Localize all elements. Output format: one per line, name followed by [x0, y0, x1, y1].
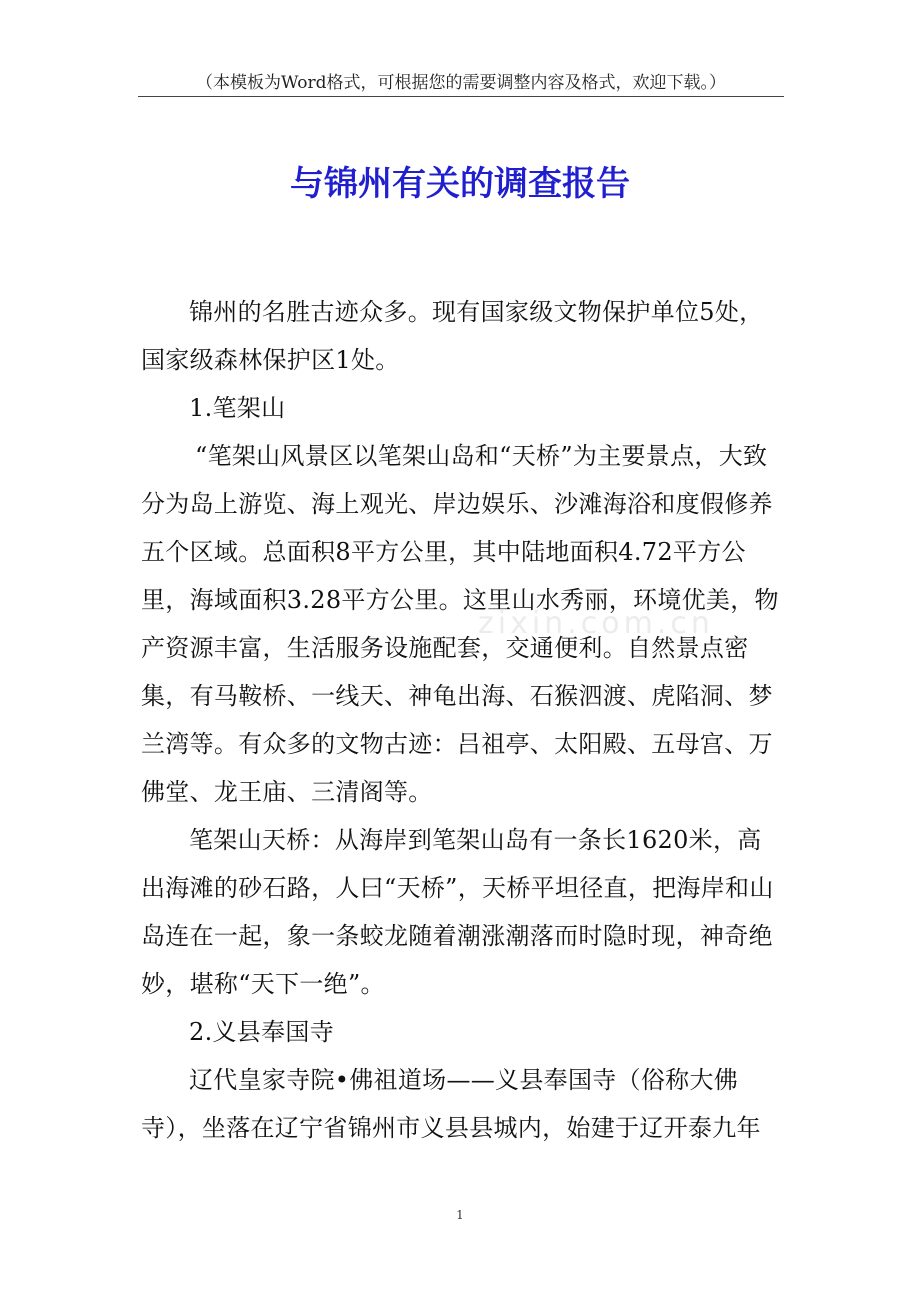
- paragraph-sky-bridge: 笔架山天桥：从海岸到笔架山岛有一条长1620米，高出海滩的砂石路，人曰“天桥”，天桥平坦径直，把海岸和山岛连在一起，象一条蛟龙随着潮涨潮落而时隐时现，神奇绝妙，堪称“天下一绝”。: [141, 826, 774, 998]
- header-divider: [138, 96, 784, 97]
- watermark-text: zixin.com.cn: [478, 606, 714, 641]
- section-heading-bijia-mountain: 1.笔架山: [189, 394, 286, 422]
- paragraph-bijia-scenic-area: “笔架山风景区以笔架山岛和“天桥”为主要景点，大致分为岛上游览、海上观光、岸边娱乐、沙滩海浴和度假修养五个区域。总面积8平方公里，其中陆地面积4.72平方公里，海域面积3.28平方公里。这里山水秀丽，环境优美，物产资源丰富，生活服务设施配套，交通便利。自然景点密集，有马鞍桥、一线天、神龟出海、石猴泗渡、虎陷洞、梦兰湾等。有众多的文物古迹：吕祖亭、太阳殿、五母宫、万佛堂、龙王庙、三清阁等。: [141, 442, 779, 806]
- document-title: 与锦州有关的调查报告: [290, 164, 630, 204]
- paragraph-intro: 锦州的名胜古迹众多。现有国家级文物保护单位5处，国家级森林保护区1处。: [141, 298, 764, 374]
- template-note: （本模板为Word格式，可根据您的需要调整内容及格式，欢迎下载。）: [195, 73, 727, 93]
- paragraph-fengguo-temple: 辽代皇家寺院•佛祖道场——义县奉国寺（俗称大佛寺），坐落在辽宁省锦州市义县县城内，始建于辽开泰九年: [141, 1066, 761, 1142]
- section-heading-fengguo-temple: 2.义县奉国寺: [189, 1018, 334, 1046]
- page-number: 1: [456, 1208, 464, 1222]
- document-body: [141, 288, 785, 1152]
